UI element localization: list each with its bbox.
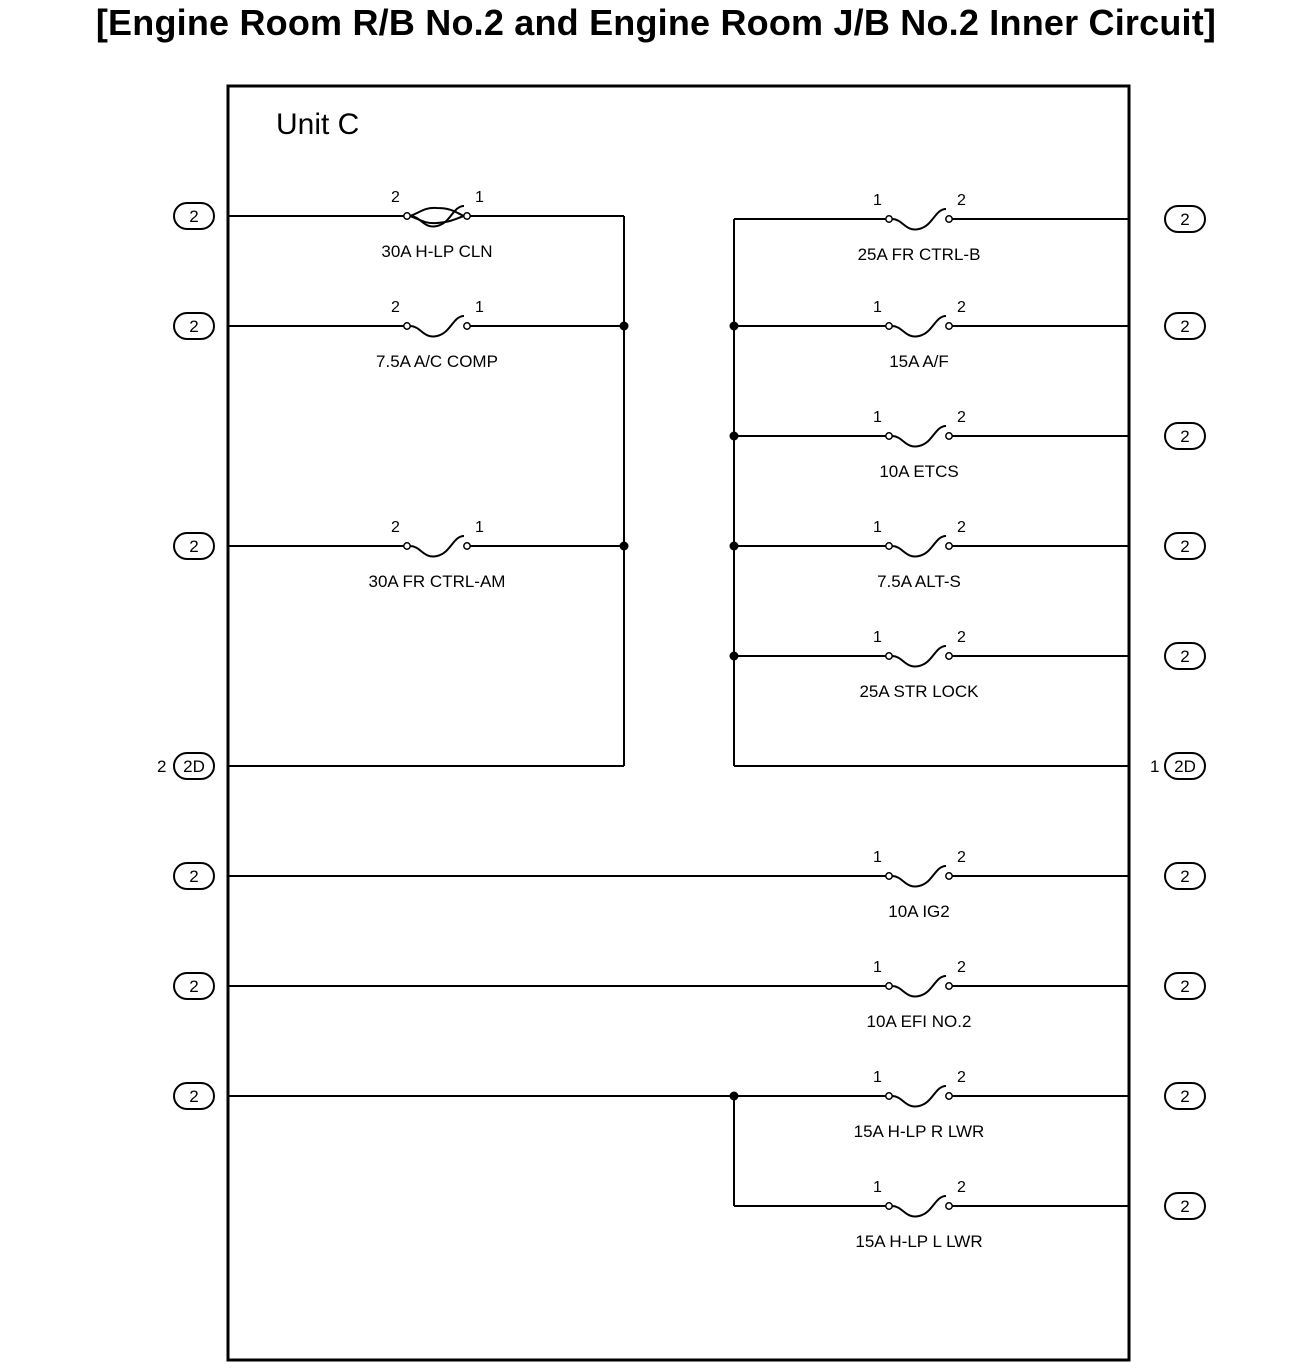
fuse-af [873,299,966,371]
fuse-ac-comp [376,299,498,371]
fuse-efi-no2 [867,959,972,1031]
fuse-etcs [873,409,966,481]
fuse-element [892,866,946,886]
fuse-terminal [886,1093,892,1099]
pin-number: 2 [957,1179,966,1196]
pin-number: 2 [957,629,966,646]
fuse-element [892,426,946,446]
fuse-label: 15A H-LP R LWR [853,1122,985,1141]
fuse-label: 7.5A A/C COMP [376,352,498,371]
fuse-terminal [886,433,892,439]
fuse-hlp-cln [381,189,492,261]
fuse-terminal [946,983,952,989]
pin-number: 1 [475,189,484,206]
pin-number: 1 [873,629,882,646]
svg-text:2: 2 [189,207,199,226]
connector-left [174,533,214,559]
svg-text:2: 2 [1180,1197,1190,1216]
connector-right [1165,1083,1205,1109]
wires [228,216,1129,1206]
connector-right [1165,1193,1205,1219]
unit-label: Unit C [276,108,360,141]
fuse-hlp-r-lwr [854,1069,985,1141]
fuse-label: 25A FR CTRL-B [857,245,981,264]
fuse-terminal [464,323,470,329]
svg-text:2: 2 [189,977,199,996]
svg-text:2: 2 [189,317,199,336]
junction-dot [730,432,739,441]
fuse-terminal [886,1203,892,1209]
fuses [369,189,985,1251]
pin-number: 1 [873,959,882,976]
connector-right [1165,206,1205,232]
fuse-terminal [464,543,470,549]
fuse-fr-ctrl-b [858,192,981,264]
junction-dot [730,652,739,661]
fuse-terminal [946,653,952,659]
fuse-terminal [946,216,952,222]
pin-number: 2 [957,192,966,209]
pin-number: 1 [873,299,882,316]
connector-left [174,1083,214,1109]
connector-right [1165,313,1205,339]
fuse-element [892,1086,946,1106]
pin-number: 1 [475,299,484,316]
pin-number: 2 [391,299,400,316]
pin-number: 1 [873,1069,882,1086]
pin-number: 1 [873,1179,882,1196]
fuse-label: 15A A/F [889,352,949,371]
pin-number: 1 [873,409,882,426]
pin-number: 2 [391,189,400,206]
fuse-str-lock [859,629,979,701]
connector-right [1165,533,1205,559]
fuse-label: 10A ETCS [879,462,959,481]
svg-text:2: 2 [189,867,199,886]
svg-text:2: 2 [1180,210,1190,229]
fuse-terminal [404,323,410,329]
junction-dot [620,542,629,551]
svg-text:2: 2 [1180,1087,1190,1106]
connector-left [174,863,214,889]
fuse-hlp-l-lwr [855,1179,982,1251]
junction-dot [620,322,629,331]
svg-text:2: 2 [1180,647,1190,666]
fuse-element [892,536,946,556]
connectors [157,203,1205,1219]
svg-text:2: 2 [1180,427,1190,446]
fuse-element [892,316,946,336]
svg-text:2: 2 [1180,977,1190,996]
fuse-terminal [404,213,410,219]
connector-pin: 2 [157,757,167,776]
fuse-element [410,536,464,556]
pin-number: 1 [873,192,882,209]
fuse-element [410,316,464,336]
fuse-label: 10A IG2 [888,902,950,921]
fuse-terminal [946,873,952,879]
fuse-label: 30A FR CTRL-AM [368,572,506,591]
pin-number: 1 [873,849,882,866]
fuse-terminal [886,653,892,659]
fuse-terminal [886,216,892,222]
pin-number: 2 [957,299,966,316]
pin-number: 2 [957,849,966,866]
diagram-title: [Engine Room R/B No.2 and Engine Room J/B No.2 Inner Circuit] [95,2,1217,43]
junction-dot [730,322,739,331]
fuse-terminal [946,1093,952,1099]
pin-number: 2 [957,409,966,426]
connector-right [1165,973,1205,999]
connector-right [1165,643,1205,669]
connector-left [174,313,214,339]
fuse-alt-s [873,519,966,591]
pin-number: 2 [957,959,966,976]
connector-left [174,973,214,999]
fuse-terminal [946,323,952,329]
junction-dot [730,542,739,551]
fuse-terminal [886,543,892,549]
connector-2d-left [174,753,214,779]
svg-text:2D: 2D [1174,757,1196,776]
fuse-terminal [946,543,952,549]
svg-text:2D: 2D [183,757,205,776]
pin-number: 2 [957,1069,966,1086]
svg-text:2: 2 [189,537,199,556]
fuse-label: 30A H-LP CLN [381,242,493,261]
fuse-label: 7.5A ALT-S [877,572,961,591]
fuse-terminal [946,433,952,439]
fuse-element [410,216,464,223]
connector-pin: 1 [1150,757,1160,776]
connector-right [1165,863,1205,889]
fuse-label: 25A STR LOCK [859,682,979,701]
pin-number: 2 [957,519,966,536]
svg-text:2: 2 [189,1087,199,1106]
svg-text:2: 2 [1180,867,1190,886]
fuse-ig2 [873,849,966,921]
fuse-terminal [886,323,892,329]
fuse-element [892,976,946,996]
connector-2d-right [1165,753,1205,779]
pin-number: 2 [391,519,400,536]
unit-c-border [228,86,1129,1360]
fuse-terminal [404,543,410,549]
fuse-label: 10A EFI NO.2 [866,1012,972,1031]
fuse-terminal [886,873,892,879]
pin-number: 1 [475,519,484,536]
fuse-element [892,1196,946,1216]
fuse-fr-ctrl-am [369,519,506,591]
fuse-terminal [886,983,892,989]
fuse-terminal [946,1203,952,1209]
connector-right [1165,423,1205,449]
fuse-terminal [464,213,470,219]
connector-left [174,203,214,229]
pin-number: 1 [873,519,882,536]
fuse-label: 15A H-LP L LWR [855,1232,983,1251]
fuse-element [892,646,946,666]
svg-text:2: 2 [1180,317,1190,336]
svg-text:2: 2 [1180,537,1190,556]
fuse-element [892,209,946,229]
junction-dot [730,1092,739,1101]
